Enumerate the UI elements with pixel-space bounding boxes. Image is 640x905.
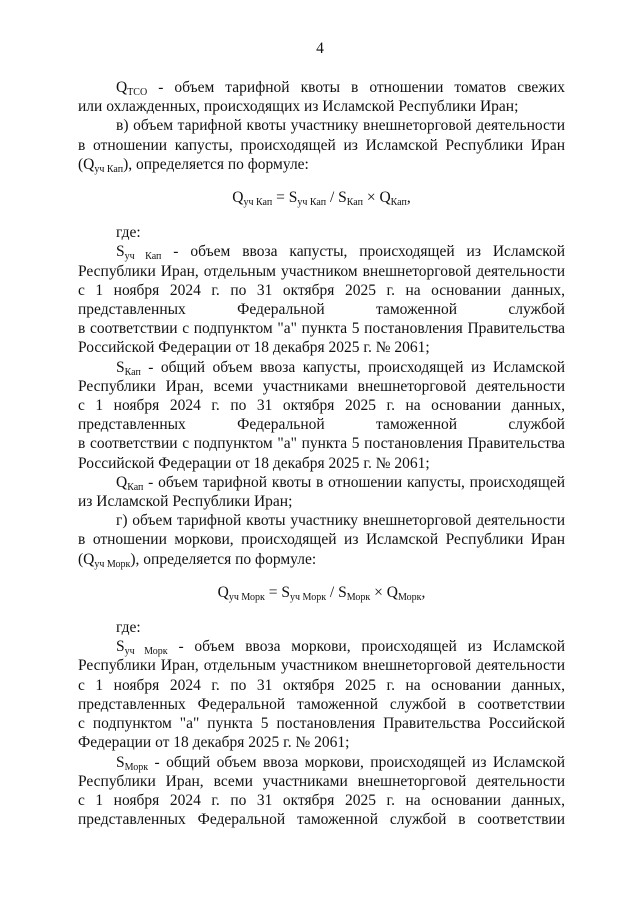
definition-q-kap: $Q_{Кап}$ - объем тарифной квоты в отношении капусты, происходящей из Исламской Республики Иран; xyxy=(78,473,566,511)
formula-kapusta: $Q_{уч Кап} = S_{уч Кап} / S_{Кап} \times Q_{Кап}$, xyxy=(232,189,411,209)
formula-morkov: $Q_{уч Морк} = S_{уч Морк} / S_{Морк} \times Q_{Морк}$, xyxy=(217,583,426,603)
definition-q-tco: $Q_{ТСО}$ - объем тарифной квоты в отношении томатов свежих или охлажденных, происходящих из Исламской Республики Иран; xyxy=(78,79,565,116)
item-g: г) объем тарифной квоты участнику внешнеторговой деятельности в отношении моркови, происходящей из Исламской Республики Иран $(Q_{уч Морк})$, определяется по формуле: xyxy=(78,512,565,570)
definition-s-uch-kap: $S_{уч Кап}$ - объем ввоза капусты, происходящей из Исламской Республики Иран, отдельным участником внешнеторговой деятельности с 1 ноября 2024 г. по 31 октября 2025 г. на основании данных, представленных Федеральной таможенной службой в соответствии с подпунктом "а" пункта 5 постановления Правительства Российской Федерации от 18 декабря 2025 г. № 2061; xyxy=(78,243,566,357)
where-label-1: где: xyxy=(116,224,141,242)
definition-s-uch-mork: $S_{уч Морк}$ - объем ввоза моркови, происходящей из Исламской Республики Иран, отдельным участником внешнеторговой деятельности с 1 ноября 2024 г. по 31 октября 2025 г. на основании данных, представленных Федеральной таможенной службой в соответствии с подпунктом "а" пункта 5 постановления Правительства Российской Федерации от 18 декабря 2025 г. № 2061; xyxy=(78,638,566,752)
definition-s-kap: $S_{Кап}$ - общий объем ввоза капусты, происходящей из Исламской Республики Иран, всеми участниками внешнеторговой деятельности с 1 ноября 2024 г. по 31 октября 2025 г. на основании данных, представленных Федеральной таможенной службой в соответствии с подпунктом "а" пункта 5 постановления Правительства Российской Федерации от 18 декабря 2025 г. № 2061; xyxy=(78,358,565,472)
definition-s-mork: $S_{Морк}$ - общий объем ввоза моркови, происходящей из Исламской Республики Иран, всеми участниками внешнеторговой деятельности с 1 ноября 2024 г. по 31 октября 2025 г. на основании данных, представленных Федеральной таможенной службой в соответствии xyxy=(78,753,565,829)
document-body xyxy=(78,78,565,829)
where-label-2: где: xyxy=(116,619,141,637)
item-v: в) объем тарифной квоты участнику внешнеторговой деятельности в отношении капусты, происходящей из Исламской Республики Иран $(Q_{уч Кап})$, определяется по формуле: xyxy=(78,117,565,175)
page-number: 4 xyxy=(316,40,324,57)
